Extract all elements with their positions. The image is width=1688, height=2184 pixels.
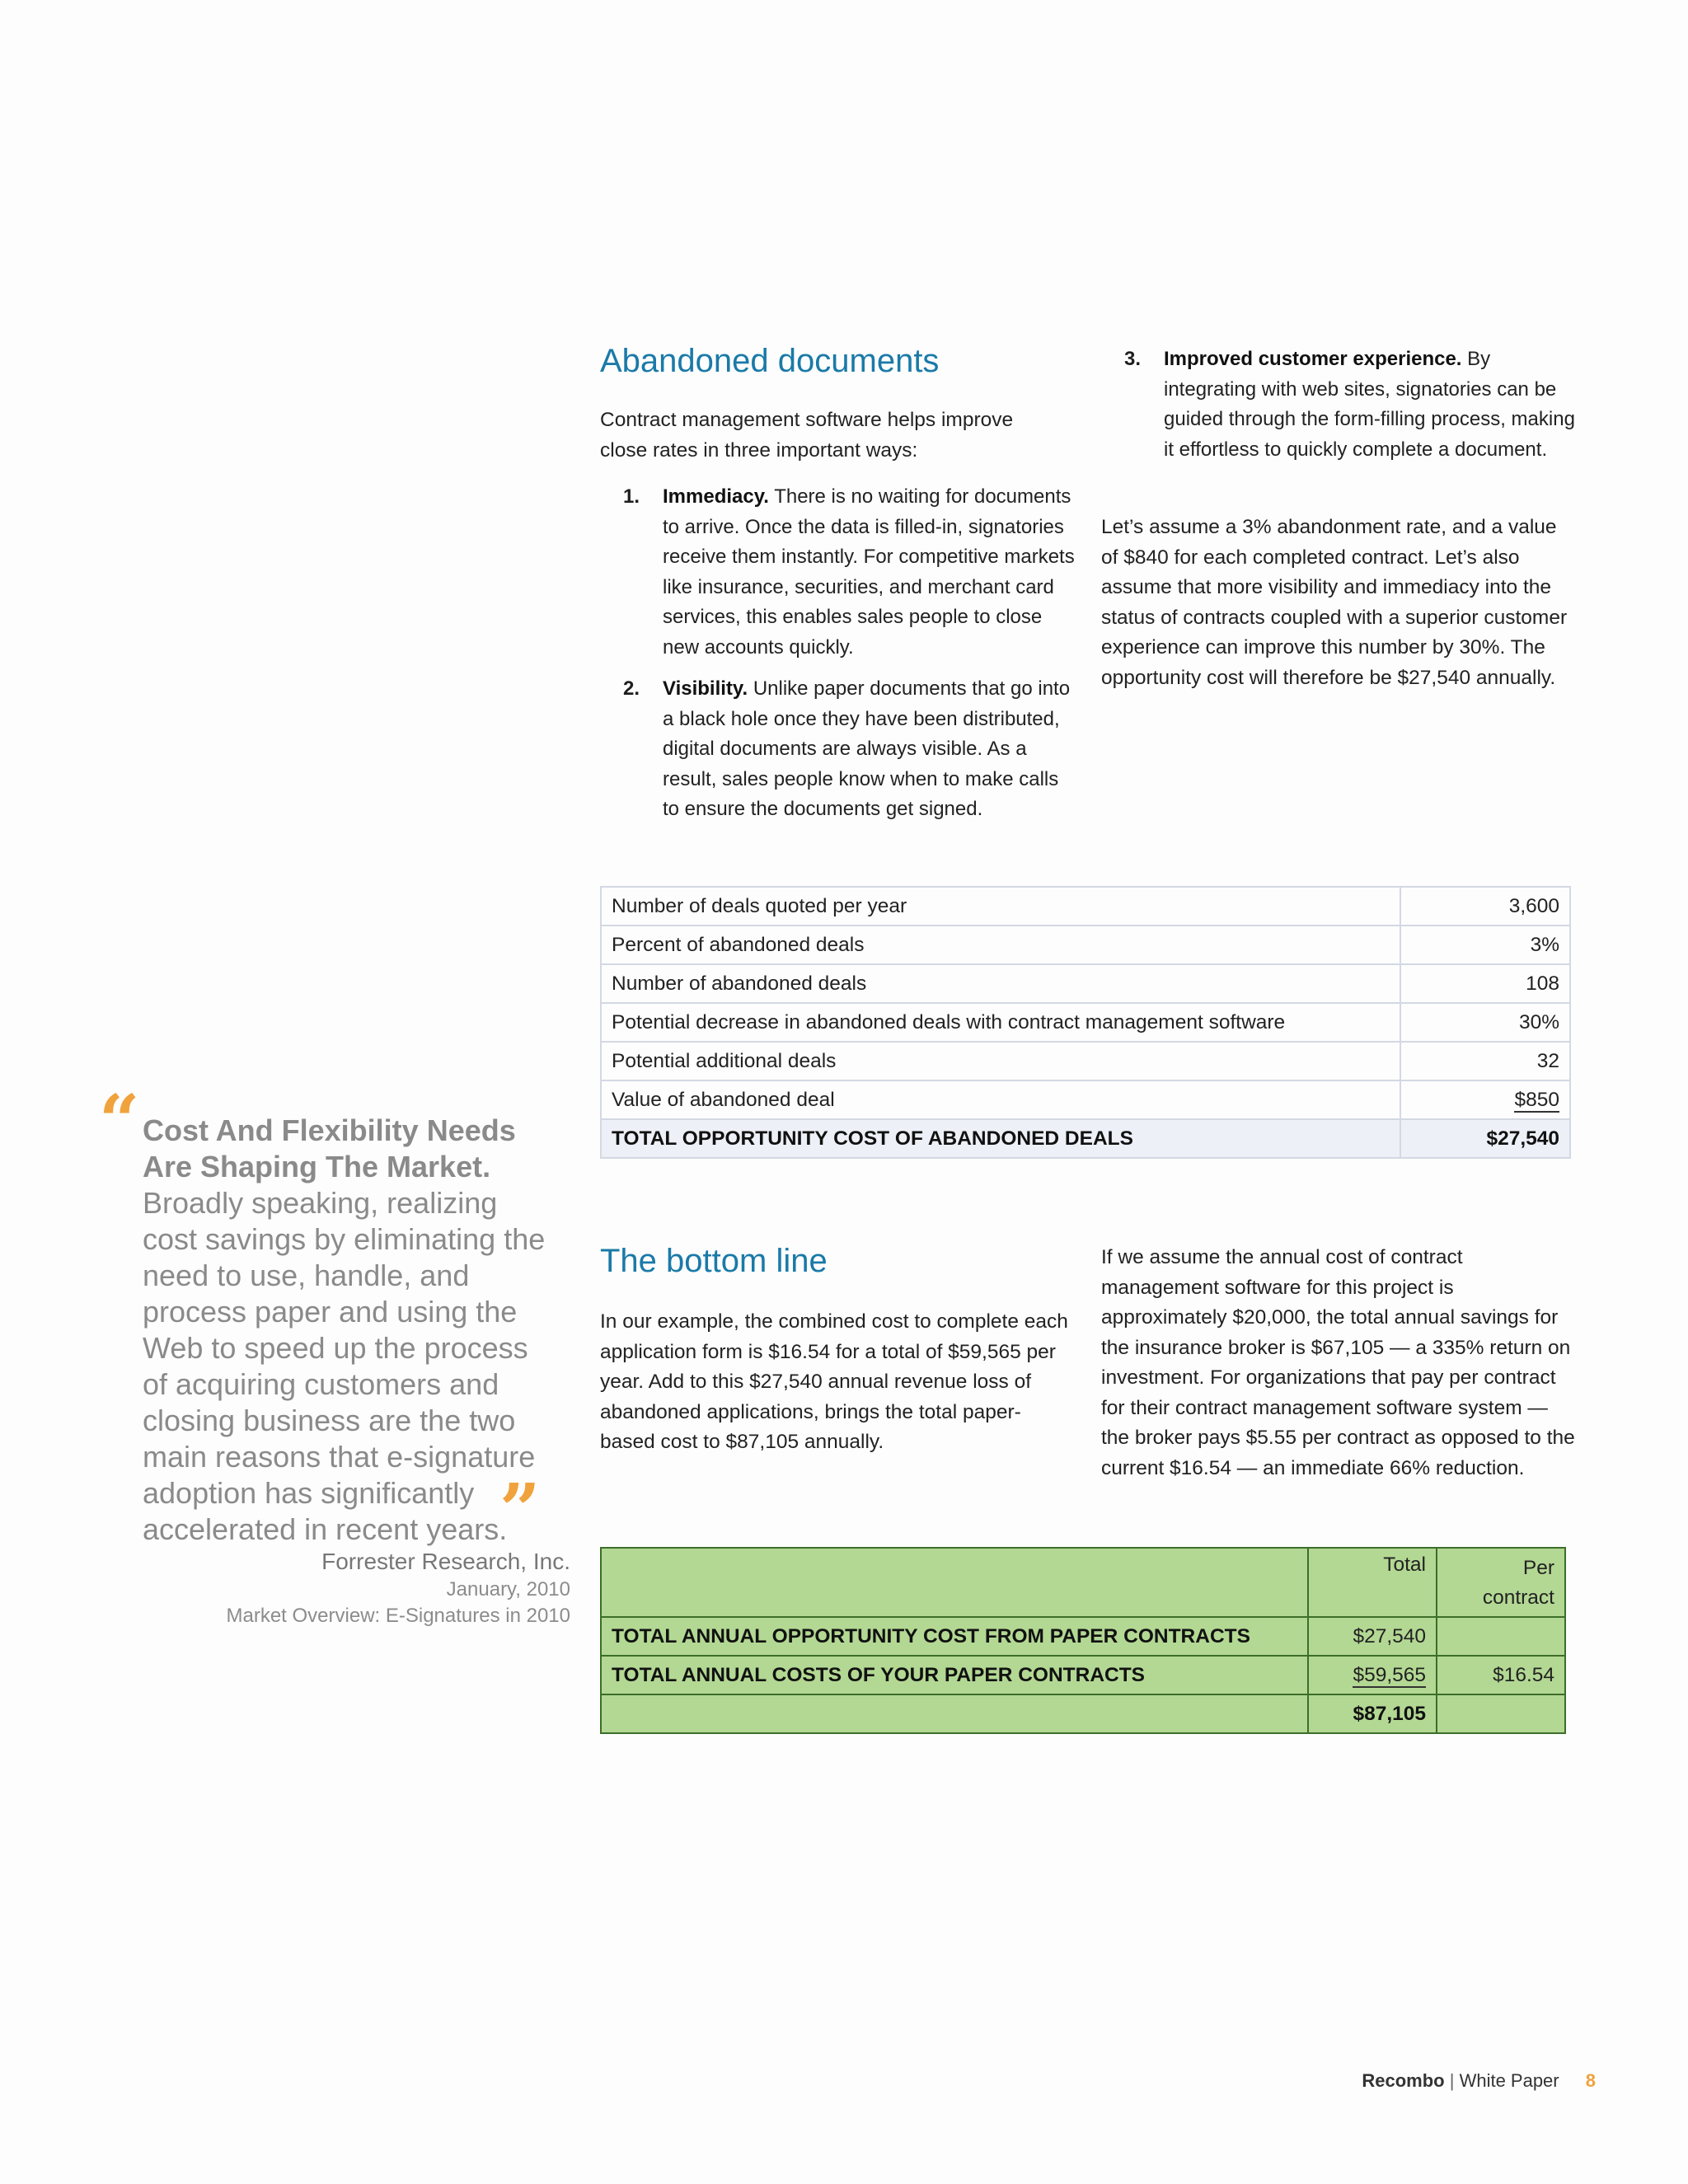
table-total-row: $87,105 — [601, 1694, 1565, 1733]
column-header-per-contract: Per contract — [1437, 1548, 1565, 1617]
table-row: Percent of abandoned deals 3% — [601, 926, 1570, 964]
list-item: 2. Visibility. Unlike paper documents that go into a black hole once they have been distributed, digital documents are always visible. As a result, sales people know when to make calls to ensure the documents get signed. — [623, 677, 1071, 820]
close-quote-mark-icon: ” — [499, 1469, 541, 1552]
table-row: TOTAL ANNUAL COSTS OF YOUR PAPER CONTRACTS $59,565 $16.54 — [601, 1656, 1565, 1694]
benefits-list-left — [600, 482, 1078, 825]
quote-source: Market Overview: E-Signatures in 2010 — [226, 1605, 570, 1627]
table-row: Potential additional deals 32 — [601, 1042, 1570, 1080]
table-row: TOTAL ANNUAL OPPORTUNITY COST FROM PAPER CONTRACTS $27,540 — [601, 1617, 1565, 1656]
assumption-paragraph: Let’s assume a 3% abandonment rate, and a value of $840 for each completed contract. Let’s also assume that more visibility and immediacy into the status of contracts coupled with a superior customer experience can improve this number by 30%. The opportunity cost will therefore be $27,540 annually. — [1101, 516, 1568, 689]
page-number: 8 — [1585, 2070, 1596, 2091]
open-quote-mark-icon: “ — [99, 1080, 140, 1163]
bottom-line-paragraph-1: In our example, the combined cost to complete each application form is $16.54 for a total of $59,565 per year. Add to this $27,540 annual revenue loss of abandoned applications, brings the total paper-based cost to $87,105 annually. — [600, 1310, 1068, 1453]
list-item: 1. Immediacy. There is no waiting for documents to arrive. Once the data is filled-in, signatories receive them instantly. For competitive markets like insurance, securities, and merchant card services, this enables sales people to close new accounts quickly. — [623, 485, 1075, 658]
table-header-row — [601, 1548, 1565, 1617]
table-row: Value of abandoned deal $850 — [601, 1080, 1570, 1119]
footer-brand: Recombo — [1362, 2070, 1445, 2091]
table-total-row: TOTAL OPPORTUNITY COST OF ABANDONED DEALS $27,540 — [601, 1119, 1570, 1158]
bottom-line-paragraph-2: If we assume the annual cost of contract management software for this project is approximately $20,000, the total annual savings for the insurance broker is $67,105 — a 335% return on investment. For organizations that pay per contract for their contract management software system — the broker pays $5.55 per contract as opposed to the current $16.54 — an immediate 66% reduction. — [1101, 1246, 1575, 1479]
column-header-total: Total — [1308, 1548, 1437, 1617]
table-row: Number of deals quoted per year 3,600 — [601, 887, 1570, 926]
pull-quote: Cost And Flexibility Needs Are Shaping The Market. Broadly speaking, realizing cost savings by eliminating the need to use, handle, and process paper and using the Web to speed up the process of acquiring customers and closing business are the two main reasons that e-signature adoption has significantly accelerated in recent years. — [143, 1113, 546, 1546]
quote-date: January, 2010 — [446, 1578, 570, 1601]
underlined-value: $850 — [1514, 1088, 1559, 1111]
annual-costs-table — [600, 1547, 1566, 1734]
benefits-list-right — [1101, 344, 1582, 465]
table-row: Number of abandoned deals 108 — [601, 964, 1570, 1003]
underlined-value: $59,565 — [1353, 1663, 1426, 1686]
opportunity-cost-table — [600, 886, 1571, 1159]
list-item: 3. Improved customer experience. By integrating with web sites, signatories can be guided through the form-filling process, making it effortless to quickly complete a document. — [1124, 348, 1575, 461]
quote-author: Forrester Research, Inc. — [321, 1549, 570, 1574]
table-row: Potential decrease in abandoned deals with contract management software 30% — [601, 1003, 1570, 1042]
footer-label: White Paper — [1459, 2070, 1559, 2091]
page-footer — [1362, 2070, 1596, 2092]
section-heading-abandoned: Abandoned documents — [600, 343, 940, 379]
section-heading-bottom-line: The bottom line — [600, 1243, 828, 1279]
section-intro: Contract management software helps improve close rates in three important ways: — [600, 409, 1014, 462]
footer-separator: | — [1449, 2070, 1455, 2091]
